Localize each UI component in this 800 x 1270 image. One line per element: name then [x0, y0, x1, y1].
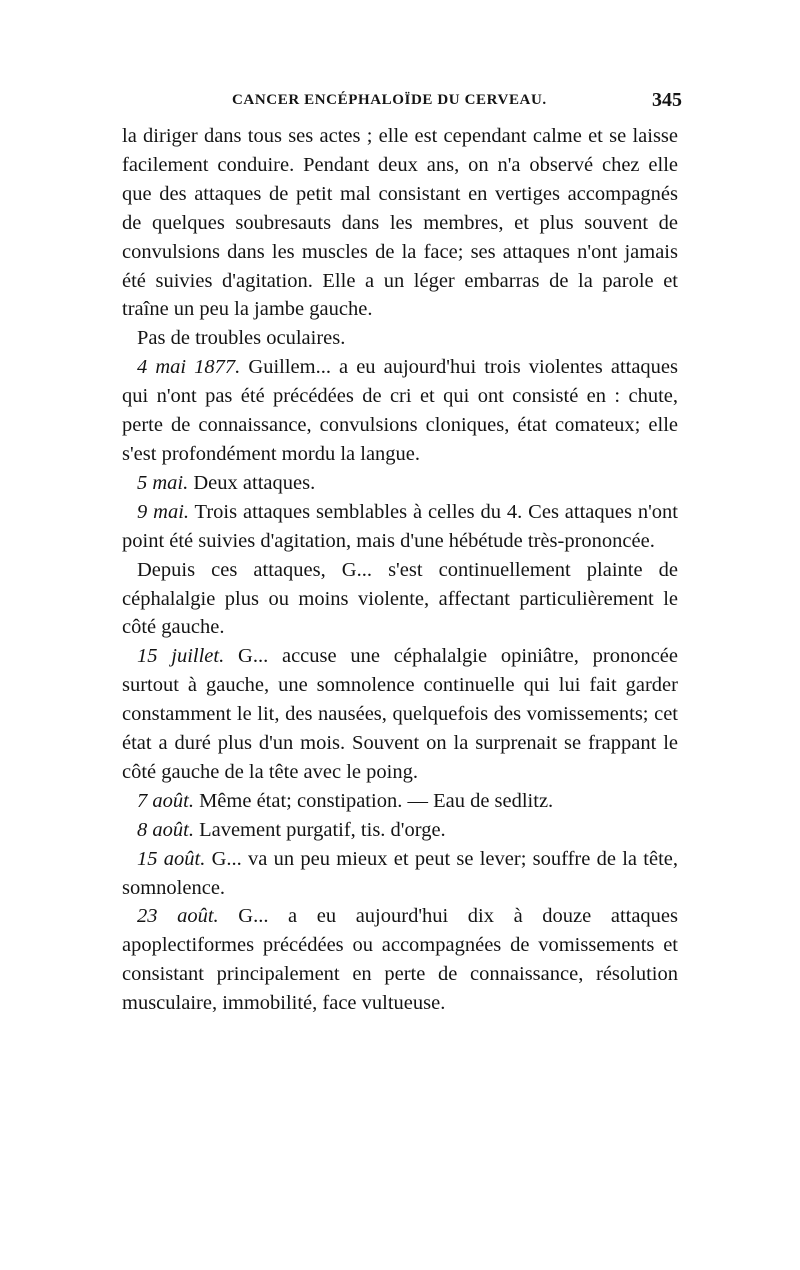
paragraph-text: G... va un peu mieux et peut se lever; souffre de la tête, somnolence. [122, 847, 678, 899]
paragraph-text: Trois attaques semblables à celles du 4. Ces attaques n'ont point été suivies d'agitation, mais d'une hébétude très-prononcée. [122, 500, 678, 552]
paragraph-text: Lavement purgatif, tis. d'orge. [199, 818, 446, 841]
paragraph-text: G... accuse une céphalalgie opiniâtre, prononcée surtout à gauche, une somnolence continuelle qui lui fait garder constamment le lit, des nausées, quelquefois des vomissements; cet état a duré plus d'un mois. Souvent on la surprenait se frappant le côté gauche de la tête avec le poing. [122, 645, 679, 783]
entry-date: 7 août. [137, 789, 194, 812]
paragraph-continuation [122, 122, 678, 324]
paragraph-text: Depuis ces attaques, G... s'est continuellement plainte de céphalalgie plus ou moins violente, affectant particulièrement le côté gauche. [122, 558, 678, 639]
paragraph-text: la diriger dans tous ses actes ; elle est cependant calme et se laisse facilement conduire. Pendant deux ans, on n'a observé chez elle que des attaques de petit mal consistant en vertiges accompagnés de quelques soubresauts dans les membres, et plus souvent de convulsions dans les muscles de la face; ses attaques n'ont jamais été suivies d'agitation. Elle a un léger embarras de la parole et traîne un peu la jambe gauche. [122, 125, 678, 321]
paragraph-ocular [122, 324, 678, 353]
paragraph-text: Guillem... a eu aujourd'hui trois violentes attaques qui n'ont pas été précédées de cri et qui ont consisté en : chute, perte de connaissance, convulsions cloniques, état comateux; elle s'est profondément mordu la langue. [122, 356, 679, 465]
entry-date: 8 août. [137, 818, 194, 841]
paragraph-entry [122, 353, 678, 469]
body-text [122, 122, 678, 1018]
running-head [122, 89, 682, 120]
paragraph-entry [122, 642, 678, 787]
paragraph-text: Deux attaques. [193, 471, 316, 494]
paragraph-entry [122, 816, 678, 845]
paragraph-entry [122, 498, 678, 556]
entry-date: 15 août. [137, 847, 206, 870]
paragraph-cephalalgia [122, 556, 678, 643]
paragraph-entry [122, 902, 678, 1018]
paragraph-text: Pas de troubles oculaires. [137, 327, 346, 350]
entry-date: 23 août. [137, 905, 219, 928]
paragraph-entry [122, 469, 678, 498]
entry-date: 9 mai. [137, 500, 190, 523]
running-title: CANCER ENCÉPHALOÏDE DU CERVEAU. [232, 92, 547, 108]
paragraph-text: G... a eu aujourd'hui dix à douze attaques apoplectiformes précédées ou accompagnées de vomissements et consistant principalement en perte de connaissance, résolution musculaire, immobilité, face vultueuse. [122, 905, 679, 1015]
paragraph-entry [122, 845, 678, 903]
entry-date: 5 mai. [137, 471, 189, 494]
page-number: 345 [652, 89, 682, 111]
paragraph-text: Même état; constipation. — Eau de sedlitz. [199, 789, 554, 812]
entry-date: 4 mai 1877. [137, 356, 241, 379]
paragraph-entry [122, 787, 678, 816]
entry-date: 15 juillet. [137, 645, 225, 668]
